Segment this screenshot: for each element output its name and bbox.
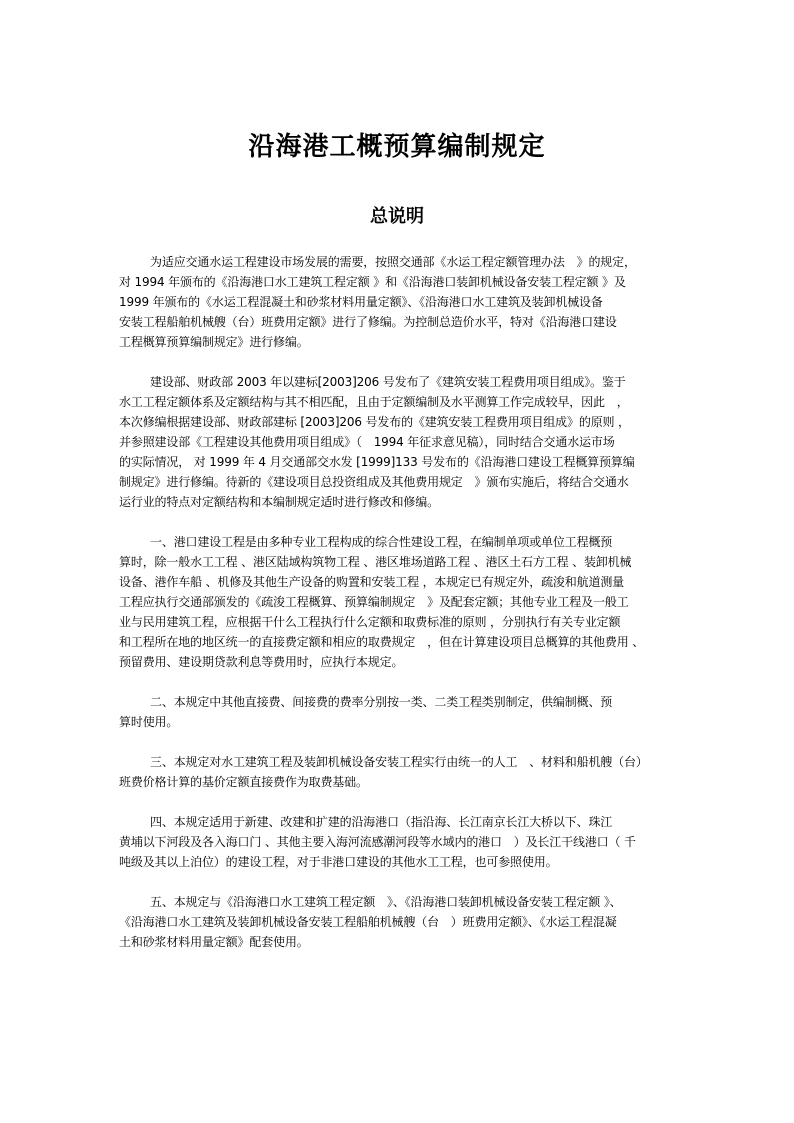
paragraph-line: 对 1994 年颁布的《沿海港口水工建筑工程定额 》和《沿海港口装卸机械设备安装工程定额 》及: [119, 275, 626, 289]
paragraph: [119, 892, 679, 952]
paragraph-line: 预留费用、建设期贷款利息等费用时，应执行本规定。: [119, 655, 404, 669]
body-text: [119, 252, 679, 972]
paragraph-line: 土和砂浆材料用量定额》配套使用。: [119, 935, 309, 949]
section-title: 总说明: [370, 206, 424, 227]
paragraph-line: 二、本规定中其他直接费、间接费的费率分别按一类、二类工程类别制定，供编制概、预: [150, 695, 613, 709]
paragraph-line: 一、港口建设工程是由多种专业工程构成的综合性建设工程，在编制单项或单位工程概预: [150, 535, 613, 549]
paragraph-line: 1999 年颁布的《水运工程混凝土和砂浆材料用量定额》、《沿海港口水工建筑及装卸机械设备: [119, 295, 603, 309]
paragraph-line: 算时使用。: [119, 715, 179, 729]
paragraph-line: 水工工程定额体系及定额结构与其不相匹配，且由于定额编制及水平测算工作完成较早，因此 ，: [119, 395, 629, 409]
paragraph-line: 运行业的特点对定额结构和本编制规定适时进行修改和修编。: [119, 495, 439, 509]
paragraph-line: 并参照建设部《工程建设其他费用项目组成》（ 1994 年征求意见稿），同时结合交通水运市场: [119, 435, 615, 449]
paragraph: [119, 372, 679, 512]
paragraph-line: 三、本规定对水工建筑工程及装卸机械设备安装工程实行由统一的人工 、材料和船机艘（台）: [150, 755, 648, 769]
paragraph-line: 工程应执行交通部颁发的《疏浚工程概算、预算编制规定 》及配套定额；其他专业工程及一般工: [119, 595, 629, 609]
paragraph-line: 安装工程船舶机械艘（台）班费用定额》进行了修编。为控制总造价水平，特对《沿海港口建设: [119, 315, 617, 329]
paragraph-line: 设备、港作车船 、机修及其他生产设备的购置和安装工程 ，本规定已有规定外，疏浚和航道测量: [119, 575, 625, 589]
paragraph: [119, 692, 679, 732]
paragraph-line: 班费价格计算的基价定额直接费作为取费基础。: [119, 775, 368, 789]
paragraph-line: 五、本规定与《沿海港口水工建筑工程定额 》、《沿海港口装卸机械设备安装工程定额 》、: [150, 895, 622, 909]
paragraph-line: 四、本规定适用于新建、改建和扩建的沿海港口（指沿海、长江南京长江大桥以下、珠江: [150, 815, 613, 829]
paragraph-line: 吨级及其以上泊位）的建设工程，对于非港口建设的其他水工工程，也可参照使用。: [119, 855, 558, 869]
paragraph-line: 建设部、财政部 2003 年以建标[2003]206 号发布了《建筑安装工程费用项目组成》。鉴于: [150, 375, 626, 389]
paragraph: [119, 532, 679, 672]
paragraph: [119, 252, 679, 352]
paragraph-line: 工程概算预算编制规定》进行修编。: [119, 335, 309, 349]
paragraph-line: 的实际情况， 对 1999 年 4 月交通部交水发 [1999]133 号发布的《沿海港口建设工程概算预算编: [119, 455, 635, 469]
paragraph-line: 和工程所在地的地区统一的直接费定额和相应的取费规定 ，但在计算建设项目总概算的其他费用 、: [119, 635, 645, 649]
paragraph-line: 业与民用建筑工程，应根据干什么工程执行什么定额和取费标准的原则 ，分别执行有关专业定额: [119, 615, 621, 629]
paragraph: [119, 812, 679, 872]
paragraph-line: 制规定》进行修编。待新的《建设项目总投资组成及其他费用规定 》颁布实施后，将结合交通水: [119, 475, 629, 489]
paragraph-line: 《沿海港口水工建筑及装卸机械设备安装工程船舶机械艘（台 ）班费用定额》、《水运工程混凝: [119, 915, 617, 929]
paragraph: [119, 752, 679, 792]
paragraph-line: 黄埔以下河段及各入海口门 、其他主要入海河流感潮河段等水域内的港口 ）及长江干线港口（ 千: [119, 835, 636, 849]
page-title: 沿海港工概预算编制规定: [248, 132, 546, 162]
paragraph-line: 算时，除一般水工工程 、港区陆域构筑物工程 、港区堆场道路工程 、港区土石方工程 、装卸机械: [119, 555, 632, 569]
paragraph-line: 为适应交通水运工程建设市场发展的需要，按照交通部《水运工程定额管理办法 》的规定，: [150, 255, 636, 269]
paragraph-line: 本次修编根据建设部、财政部建标 [2003]206 号发布的《建筑安装工程费用项目组成》的原则 ，: [119, 415, 630, 429]
